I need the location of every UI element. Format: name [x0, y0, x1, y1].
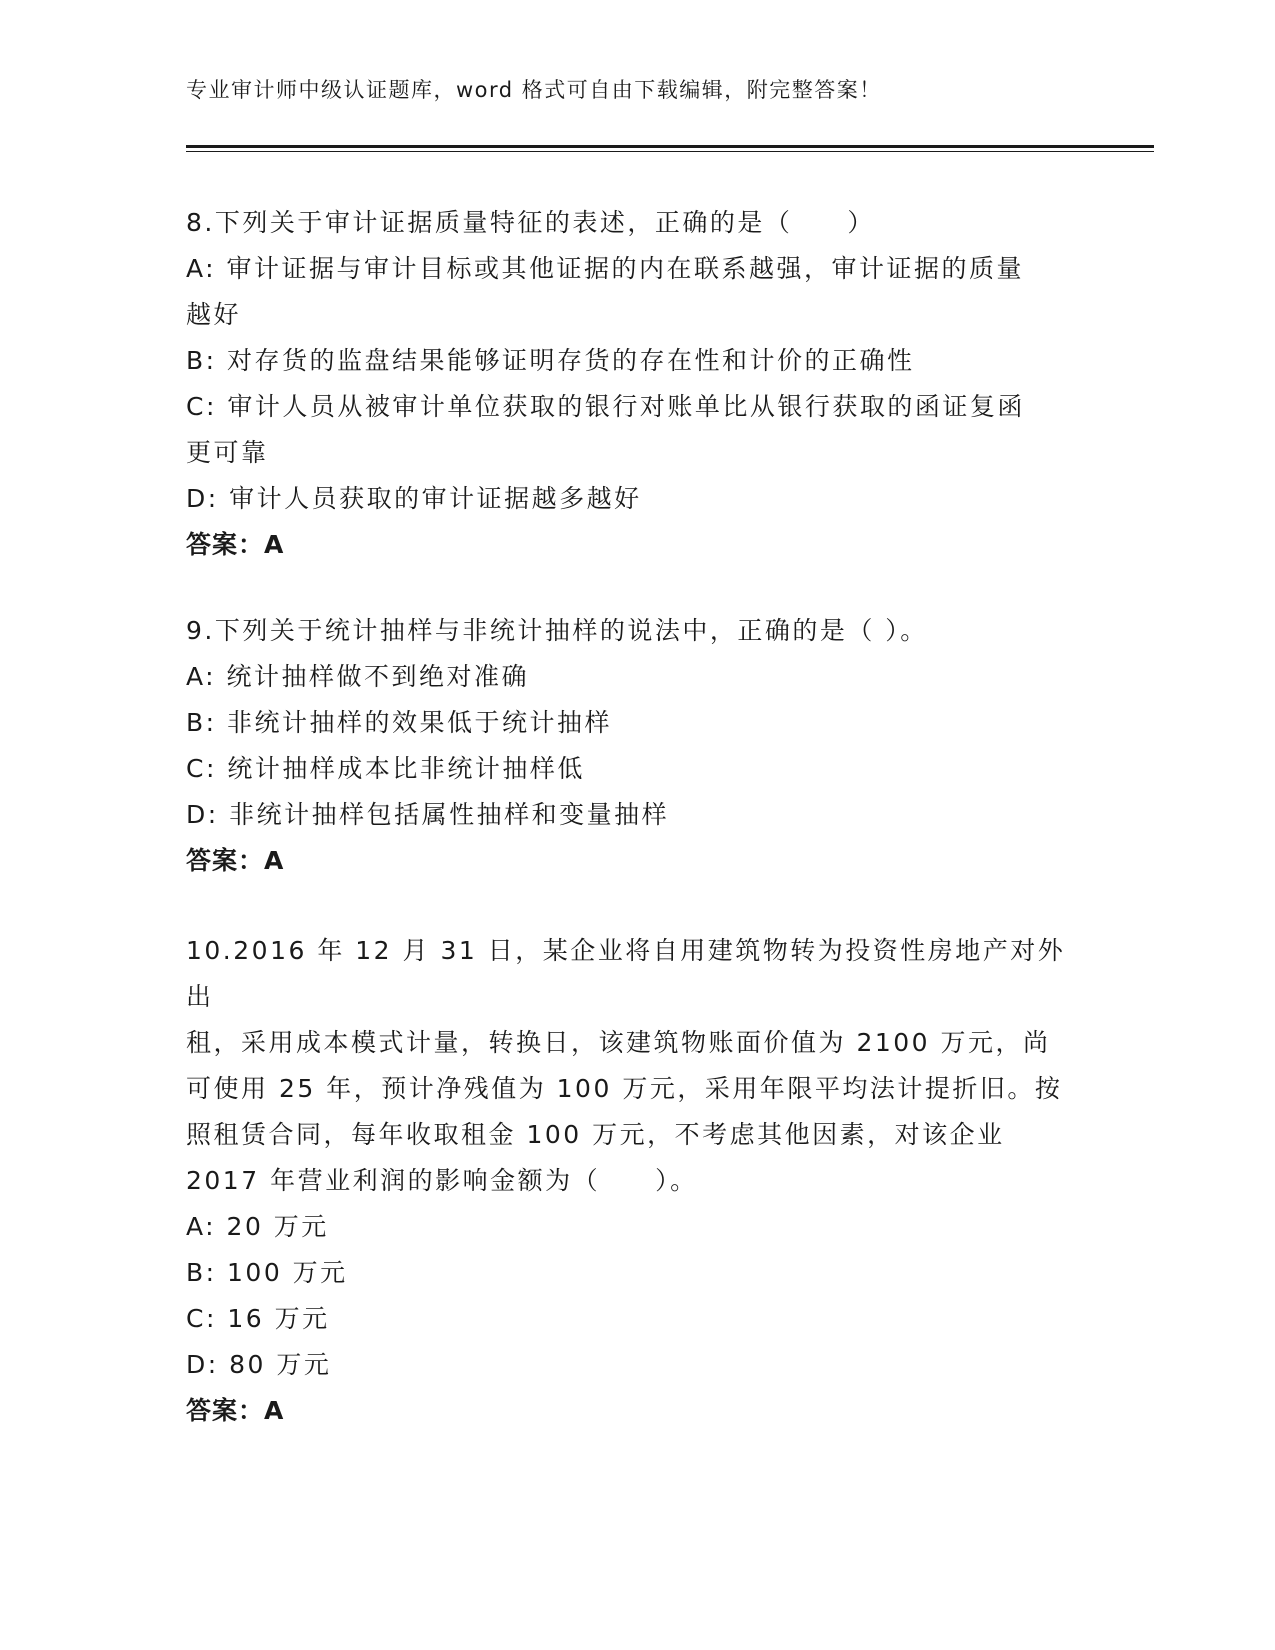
question-10 [186, 928, 1086, 1434]
answer: 答案：A [186, 846, 285, 875]
option-a: A: 20 万元 [186, 1212, 329, 1241]
question-stem: 8.下列关于审计证据质量特征的表述，正确的是（ ） [186, 208, 875, 237]
option-c-continued: 更可靠 [186, 438, 269, 467]
option-a: A: 审计证据与审计目标或其他证据的内在联系越强，审计证据的质量 [186, 254, 1025, 283]
header-divider-thick [186, 145, 1154, 148]
question-stem-line-2: 租，采用成本模式计量，转换日，该建筑物账面价值为 2100 万元，尚 [186, 1028, 1051, 1057]
option-c: C: 审计人员从被审计单位获取的银行对账单比从银行获取的函证复函 [186, 392, 1025, 421]
option-a: A: 统计抽样做不到绝对准确 [186, 662, 530, 691]
option-c: C: 16 万元 [186, 1304, 330, 1333]
option-d: D: 非统计抽样包括属性抽样和变量抽样 [186, 800, 670, 829]
question-stem-line-4: 照租赁合同，每年收取租金 100 万元，不考虑其他因素，对该企业 [186, 1120, 1005, 1149]
question-8 [186, 200, 1086, 568]
answer: 答案：A [186, 530, 285, 559]
question-stem-line-3: 可使用 25 年，预计净残值为 100 万元，采用年限平均法计提折旧。按 [186, 1074, 1063, 1103]
answer: 答案：A [186, 1396, 285, 1425]
question-stem-line-5: 2017 年营业利润的影响金额为（ ）。 [186, 1166, 698, 1195]
option-d: D: 审计人员获取的审计证据越多越好 [186, 484, 642, 513]
option-b: B: 非统计抽样的效果低于统计抽样 [186, 708, 613, 737]
option-b: B: 100 万元 [186, 1258, 348, 1287]
question-stem: 9.下列关于统计抽样与非统计抽样的说法中，正确的是（ ）。 [186, 616, 928, 645]
header-divider-thin [186, 151, 1154, 152]
question-9 [186, 608, 1086, 884]
option-d: D: 80 万元 [186, 1350, 332, 1379]
option-a-continued: 越好 [186, 300, 242, 329]
option-c: C: 统计抽样成本比非统计抽样低 [186, 754, 585, 783]
option-b: B: 对存货的监盘结果能够证明存货的存在性和计价的正确性 [186, 346, 915, 375]
question-stem-line-1: 10.2016 年 12 月 31 日，某企业将自用建筑物转为投资性房地产对外出 [186, 936, 1066, 1011]
page-header: 专业审计师中级认证题库，word 格式可自由下载编辑，附完整答案！ [186, 78, 882, 102]
